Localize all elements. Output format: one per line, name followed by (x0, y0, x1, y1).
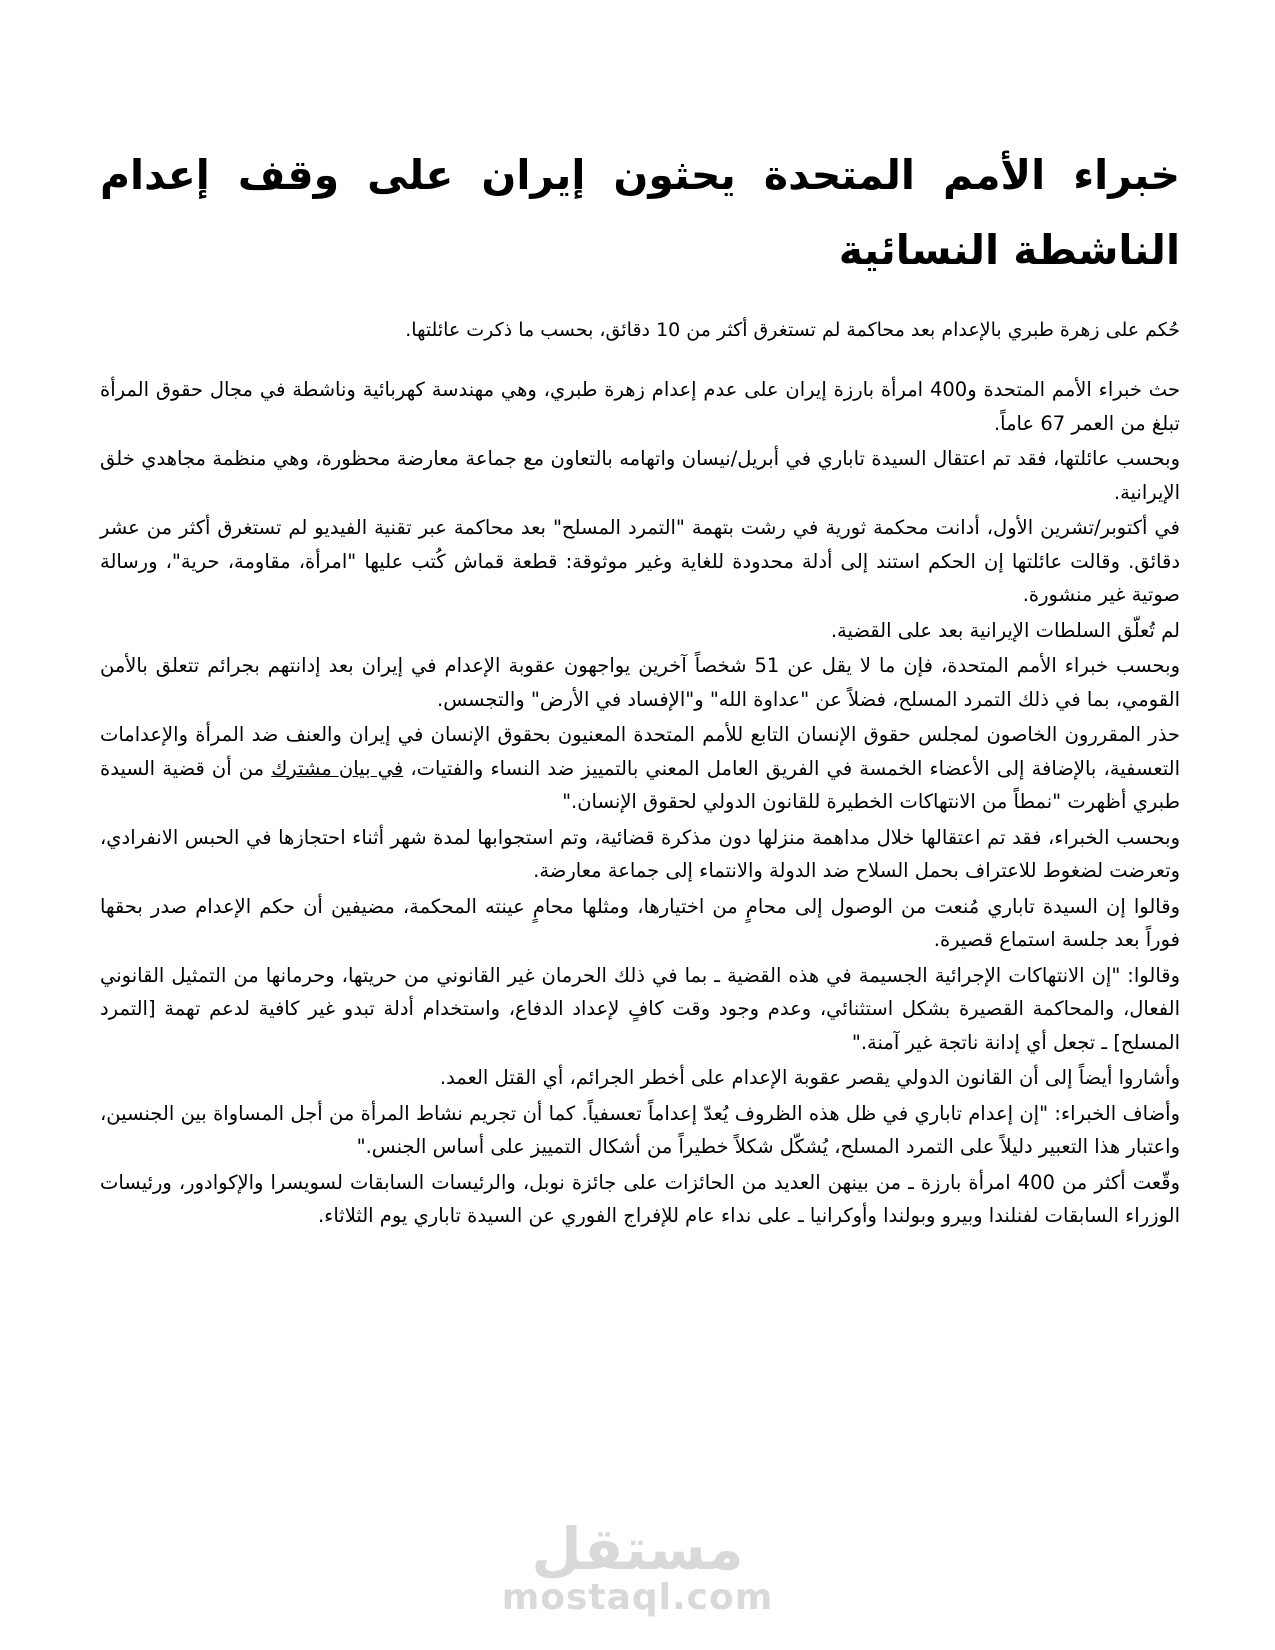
joint-statement-link[interactable]: في بيان مشترك (271, 756, 404, 780)
paragraph (100, 718, 1180, 819)
paragraph (100, 373, 1180, 440)
paragraph (100, 1061, 1180, 1095)
text-segment: وقّعت أكثر من 400 امرأة بارزة ـ من بينهن العديد من الحائزات على جائزة نوبل، والرئيسات السابقات لسويسرا والإكوادور، ورئيسات الوزراء السابقات لفنلندا وبيرو وبولندا وأوكرانيا ـ على نداء عام للإفراج الفوري عن السيدة تاباري يوم الثلاثاء. (100, 1170, 1180, 1227)
mostaql-domain-text: mostaql.com (501, 1577, 774, 1618)
paragraph (100, 511, 1180, 612)
text-segment: حث خبراء الأمم المتحدة و400 امرأة بارزة إيران على عدم إعدام زهرة طبري، وهي مهندسة كهربائية وناشطة في مجال حقوق المرأة تبلغ من العمر 67 عاماً. (100, 378, 1180, 435)
paragraph (100, 1097, 1180, 1164)
text-segment: وبحسب عائلتها، فقد تم اعتقال السيدة تاباري في أبريل/نيسان واتهامه بالتعاون مع جماعة معارضة محظورة، وهي منظمة مجاهدي خلق الإيرانية. (100, 447, 1180, 504)
paragraph (100, 442, 1180, 509)
text-segment: وقالوا: "إن الانتهاكات الإجرائية الجسيمة في هذه القضية ـ بما في ذلك الحرمان غير القانوني من حريتها، وحرمانها من التمثيل القانوني الفعال، والمحاكمة القصيرة بشكل استثنائي، وعدم وجود وقت كافٍ لإعداد الدفاع، واستخدام أدلة تبدو غير كافية لدعم تهمة [التمرد المسلح] ـ تجعل أي إدانة ناتجة غير آمنة." (100, 963, 1180, 1054)
text-segment: وبحسب خبراء الأمم المتحدة، فإن ما لا يقل عن 51 شخصاً آخرين يواجهون عقوبة الإعدام في إيران بعد إدانتهم بجرائم تتعلق بالأمن القومي، بما في ذلك التمرد المسلح، فضلاً عن "عداوة الله" و"الإفساد في الأرض" والتجسس. (100, 654, 1180, 711)
paragraph (100, 821, 1180, 888)
article-title: خبراء الأمم المتحدة يحثون إيران على وقف إعدام الناشطة النسائية (100, 151, 1180, 274)
text-segment: حذر المقررون الخاصون لمجلس حقوق الإنسان التابع للأمم المتحدة المعنيون بحقوق الإنسان في إيران والعنف ضد المرأة والإعدامات التعسفية، بالإضافة إلى الأعضاء الخمسة في الفريق العامل المعني بالتمييز ضد النساء والفتيات، (100, 723, 1181, 780)
article-subtitle: حُكم على زهرة طبري بالإعدام بعد محاكمة لم تستغرق أكثر من 10 دقائق، بحسب ما ذكرت عائلتها. (405, 319, 1180, 341)
text-segment: وأضاف الخبراء: "إن إعدام تاباري في ظل هذه الظروف يُعدّ إعداماً تعسفياً. كما أن تجريم نشاط المرأة من أجل المساواة بين الجنسين، واعتبار هذا التعبير دليلاً على التمرد المسلح، يُشكّل شكلاً خطيراً من أشكال التمييز على أساس الجنس." (100, 1101, 1180, 1158)
paragraph (100, 614, 1180, 648)
text-segment: وبحسب الخبراء، فقد تم اعتقالها خلال مداهمة منزلها دون مذكرة قضائية، وتم استجوابها لمدة شهر أثناء احتجازها في الحبس الانفرادي، وتعرضت لضغوط للاعتراف بحمل السلاح ضد الدولة والانتماء إلى جماعة معارضة. (100, 825, 1180, 882)
text-segment: لم تُعلّق السلطات الإيرانية بعد على القضية. (830, 618, 1180, 642)
text-segment: في أكتوبر/تشرين الأول، أدانت محكمة ثورية في رشت بتهمة "التمرد المسلح" بعد محاكمة عبر تقنية الفيديو لم تستغرق أكثر من عشر دقائق. وقالت عائلتها إن الحكم استند إلى أدلة محدودة للغاية وغير موثوقة: قطعة قماش كُتب عليها "امرأة، مقاومة، حرية"، ورسالة صوتية غير منشورة. (100, 516, 1180, 606)
mostaql-arabic-logo: مستقل (531, 1515, 744, 1584)
mostaql-watermark (501, 1515, 774, 1618)
paragraph (100, 959, 1180, 1060)
paragraph (100, 1166, 1180, 1233)
text-segment: وقالوا إن السيدة تاباري مُنعت من الوصول إلى محامٍ من اختيارها، ومثلها محامٍ عينته المحكمة، مضيفين أن حكم الإعدام صدر بحقها فوراً بعد جلسة استماع قصيرة. (100, 894, 1180, 951)
text-segment: وأشاروا أيضاً إلى أن القانون الدولي يقصر عقوبة الإعدام على أخطر الجرائم، أي القتل العمد. (439, 1066, 1180, 1089)
article-body (100, 373, 1180, 1233)
text-segment: من أن قضية السيدة طبري أظهرت "نمطاً من الانتهاكات الخطيرة للقانون الدولي لحقوق الإنسان." (100, 756, 1180, 813)
paragraph (100, 649, 1180, 716)
paragraph (100, 890, 1180, 957)
